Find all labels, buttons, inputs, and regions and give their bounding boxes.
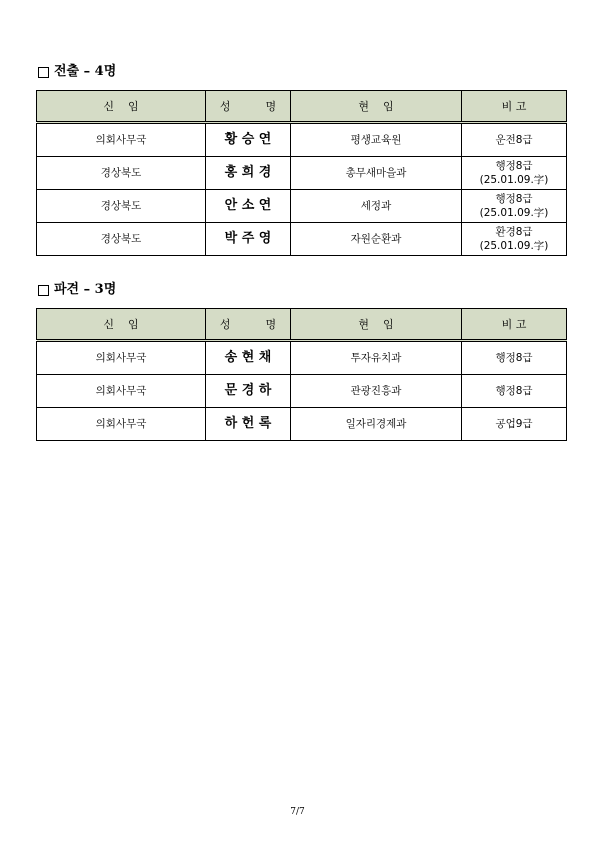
table-row <box>37 375 567 408</box>
note-date: (25.01.09.字) <box>479 240 549 252</box>
header-name: 성 명 <box>206 309 291 341</box>
note-grade: 행정8급 <box>495 193 533 205</box>
note-grade: 운전8급 <box>495 134 533 146</box>
table-row <box>37 341 567 375</box>
cell-name: 홍 희 경 <box>206 157 291 190</box>
header-name: 성 명 <box>206 91 291 123</box>
cell-current: 평생교육원 <box>291 123 462 157</box>
cell-current: 총무새마을과 <box>291 157 462 190</box>
cell-current: 투자유치과 <box>291 341 462 375</box>
cell-name: 박 주 영 <box>206 223 291 256</box>
cell-name: 황 승 연 <box>206 123 291 157</box>
cell-current: 일자리경제과 <box>291 408 462 441</box>
header-note: 비 고 <box>462 91 567 123</box>
header-note: 비 고 <box>462 309 567 341</box>
table-header-row <box>37 91 567 123</box>
cell-name: 문 경 하 <box>206 375 291 408</box>
checkbox-square-icon <box>38 285 49 296</box>
section-title <box>36 280 566 300</box>
page-number: 7/7 <box>290 807 305 817</box>
cell-note <box>462 157 567 190</box>
header-new-post: 신 임 <box>37 309 206 341</box>
transfer-table <box>36 90 567 256</box>
dispatch-section <box>36 280 566 441</box>
note-grade: 환경8급 <box>495 226 533 238</box>
note-date: (25.01.09.字) <box>479 207 549 219</box>
header-current-post: 현 임 <box>291 91 462 123</box>
cell-note <box>462 223 567 256</box>
cell-dept: 의회사무국 <box>37 375 206 408</box>
cell-name: 안 소 연 <box>206 190 291 223</box>
cell-dept: 의회사무국 <box>37 123 206 157</box>
cell-current: 관광진흥과 <box>291 375 462 408</box>
cell-dept: 의회사무국 <box>37 341 206 375</box>
cell-dept: 의회사무국 <box>37 408 206 441</box>
cell-current: 세정과 <box>291 190 462 223</box>
note-grade: 행정8급 <box>495 160 533 172</box>
header-current-post: 현 임 <box>291 309 462 341</box>
cell-dept: 경상북도 <box>37 157 206 190</box>
section-title <box>36 62 566 82</box>
cell-dept: 경상북도 <box>37 223 206 256</box>
table-row <box>37 157 567 190</box>
cell-dept: 경상북도 <box>37 190 206 223</box>
dispatch-table <box>36 308 567 441</box>
cell-note <box>462 190 567 223</box>
section-title-text: 전출 – 4명 <box>54 64 117 79</box>
checkbox-square-icon <box>38 67 49 78</box>
table-row <box>37 223 567 256</box>
transfer-section <box>36 62 566 256</box>
note-date: (25.01.09.字) <box>479 174 549 186</box>
table-header-row <box>37 309 567 341</box>
header-new-post: 신 임 <box>37 91 206 123</box>
table-row <box>37 408 567 441</box>
cell-note: 행정8급 <box>462 341 567 375</box>
cell-note: 공업9급 <box>462 408 567 441</box>
table-row <box>37 190 567 223</box>
cell-name: 송 현 채 <box>206 341 291 375</box>
section-title-text: 파견 – 3명 <box>54 282 117 297</box>
cell-current: 자원순환과 <box>291 223 462 256</box>
cell-note <box>462 123 567 157</box>
cell-note: 행정8급 <box>462 375 567 408</box>
cell-name: 하 헌 록 <box>206 408 291 441</box>
table-row <box>37 123 567 157</box>
